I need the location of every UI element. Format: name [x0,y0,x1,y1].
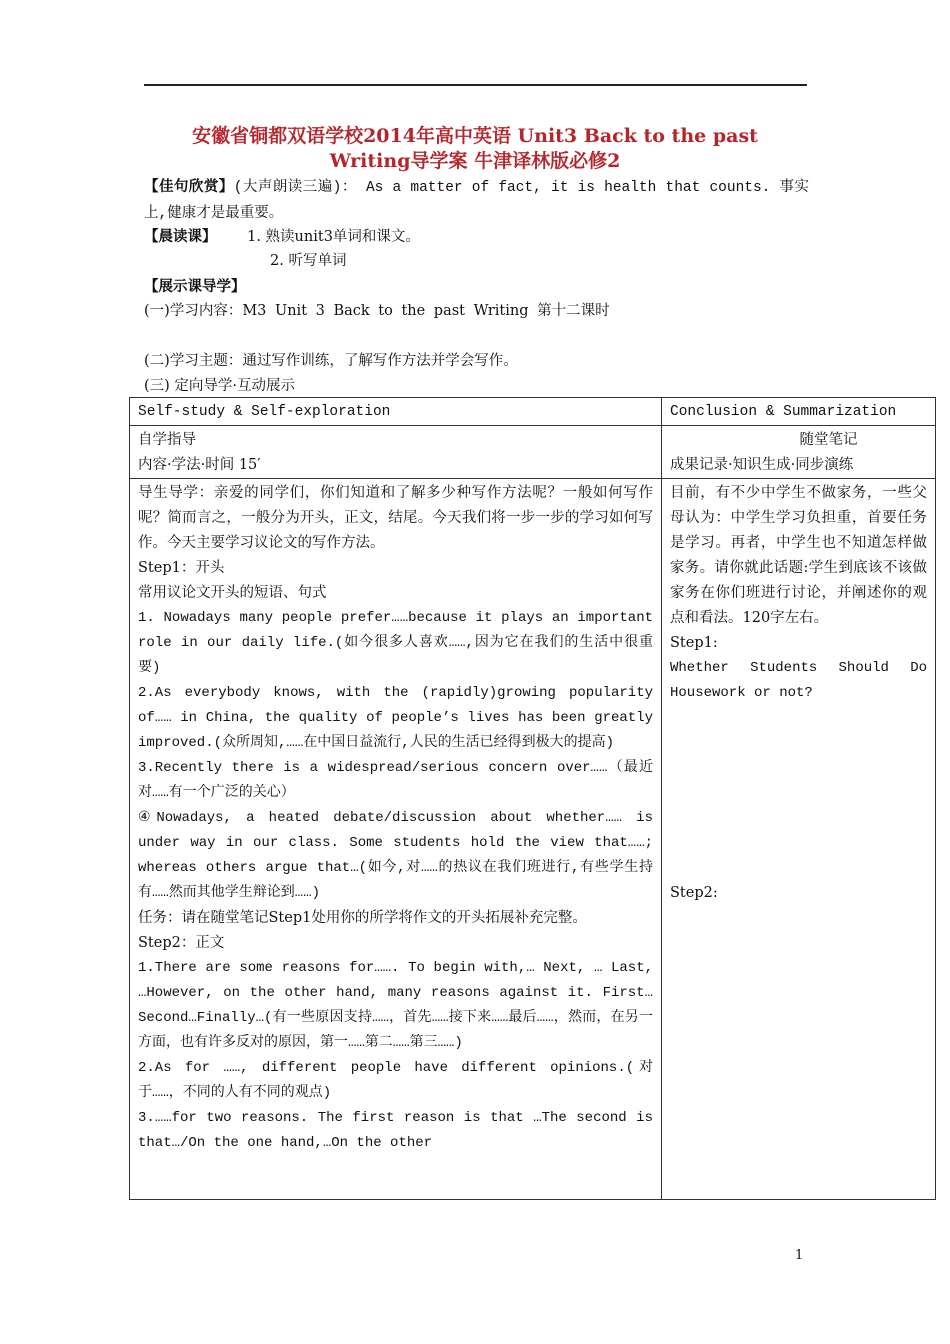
left-paragraph: 3.……for two reasons. The first reason is that …The second is that…/On the one hand,…On the other [138,1110,653,1151]
sub-right-2: 成果记录·知识生成·同步演练 [670,457,854,473]
saying-text: (大声朗读三遍)： As a matter of fact, it is health that counts. 事实上,健康才是最重要。 [144,180,809,222]
subheader-right [662,426,936,479]
right-step1-label: Step1: [670,635,718,651]
left-paragraph: Step2：正文 [138,935,225,951]
morning-label: 【晨读课】 [144,228,217,245]
header-right: Conclusion & Summarization [662,398,936,426]
top-rule [144,84,807,86]
right-step1-title: Whether Students Should Do Housework or not? [670,660,927,701]
right-notes-cell [662,479,936,1200]
left-paragraph: 2.As for ……, different people have different opinions.(对于……，不同的人有不同的观点) [138,1060,653,1101]
left-paragraph: 3.Recently there is a widespread/serious concern over……（最近对……有一个广泛的关心） [138,760,653,801]
saying-label: 【佳句欣赏】 [144,178,234,195]
sub-left-2: 内容·学法·时间 15′ [138,457,261,473]
sub-left-1: 自学指导 [138,432,196,448]
document-title [140,124,810,174]
table-subheader-row [130,426,936,479]
left-paragraph: 1.There are some reasons for……. To begin with,… Next, … Last, …However, on the other hand, many reasons against it. First…Second…Finally…(有一些原因支持……，首先……接下来……最后……，然而，在另一方面，也有许多反对的原因，第一……第二……第三……) [138,960,653,1051]
show-label: 【展示课导学】 [144,278,246,295]
title-line-2: Writing导学案 牛津译林版必修2 [329,150,621,172]
subheader-left [130,426,662,479]
right-task: 目前，有不少中学生不做家务，一些父母认为：中学生学习负担重，首要任务是学习。再者，中学生也不知道怎样做家务。请你就此话题:学生到底该不该做家务在你们班进行讨论，并阐述你的观点和看法。120字左右。 [670,485,927,626]
table-header-row [130,398,936,426]
title-line-1: 安徽省铜都双语学校2014年高中英语 Unit3 Back to the past [192,125,758,147]
left-paragraph: 2.As everybody knows, with the (rapidly)growing popularity of…… in China, the quality of people’s lives has been greatly improved.(众所周知,……在中国日益流行,人民的生活已经得到极大的提高) [138,685,653,751]
saying-paragraph [144,174,809,227]
left-paragraph: 任务：请在随堂笔记Step1处用你的所学将作文的开头拓展补充完整。 [138,910,587,926]
left-paragraph: Step1：开头 [138,560,225,576]
left-paragraph: ④Nowadays, a heated debate/discussion about whether…… is under way in our class. Some students hold the view that……; whereas others argue that…(如今,对……的热议在我们班进行,有些学生持有……然而其他学生辩论到……) [138,810,653,901]
content-line: (一)学习内容：M3 Unit 3 Back to the past Writing 第十二课时 [144,303,610,319]
left-paragraph: 常用议论文开头的短语、句式 [138,585,327,601]
theme-line: (二)学习主题：通过写作训练，了解写作方法并学会写作。 [144,353,518,369]
left-paragraph: 导生导学：亲爱的同学们，你们知道和了解多少种写作方法呢？一般如何写作呢？简而言之，一般分为开头，正文，结尾。今天我们将一步一步的学习如何写作。今天主要学习议论文的写作方法。 [138,485,653,551]
morning-item-2: 2. 听写单词 [270,253,347,269]
notes-space [670,706,927,881]
right-step2-label: Step2: [670,885,718,901]
morning-item-1: 1. 熟读unit3单词和课文。 [247,229,420,245]
morning-line [144,224,809,250]
sub-right-1: 随堂笔记 [799,432,858,448]
guide-line: (三) 定向导学·互动展示 [144,378,296,394]
header-left: Self-study & Self-exploration [130,398,662,426]
table-body-row [130,479,936,1200]
left-paragraph: 1. Nowadays many people prefer……because it plays an important role in our daily life.(如今很多人喜欢……,因为它在我们的生活中很重要) [138,610,653,676]
left-content-cell [130,479,662,1200]
page-number: 1 [795,1248,804,1263]
study-table [129,397,936,1200]
